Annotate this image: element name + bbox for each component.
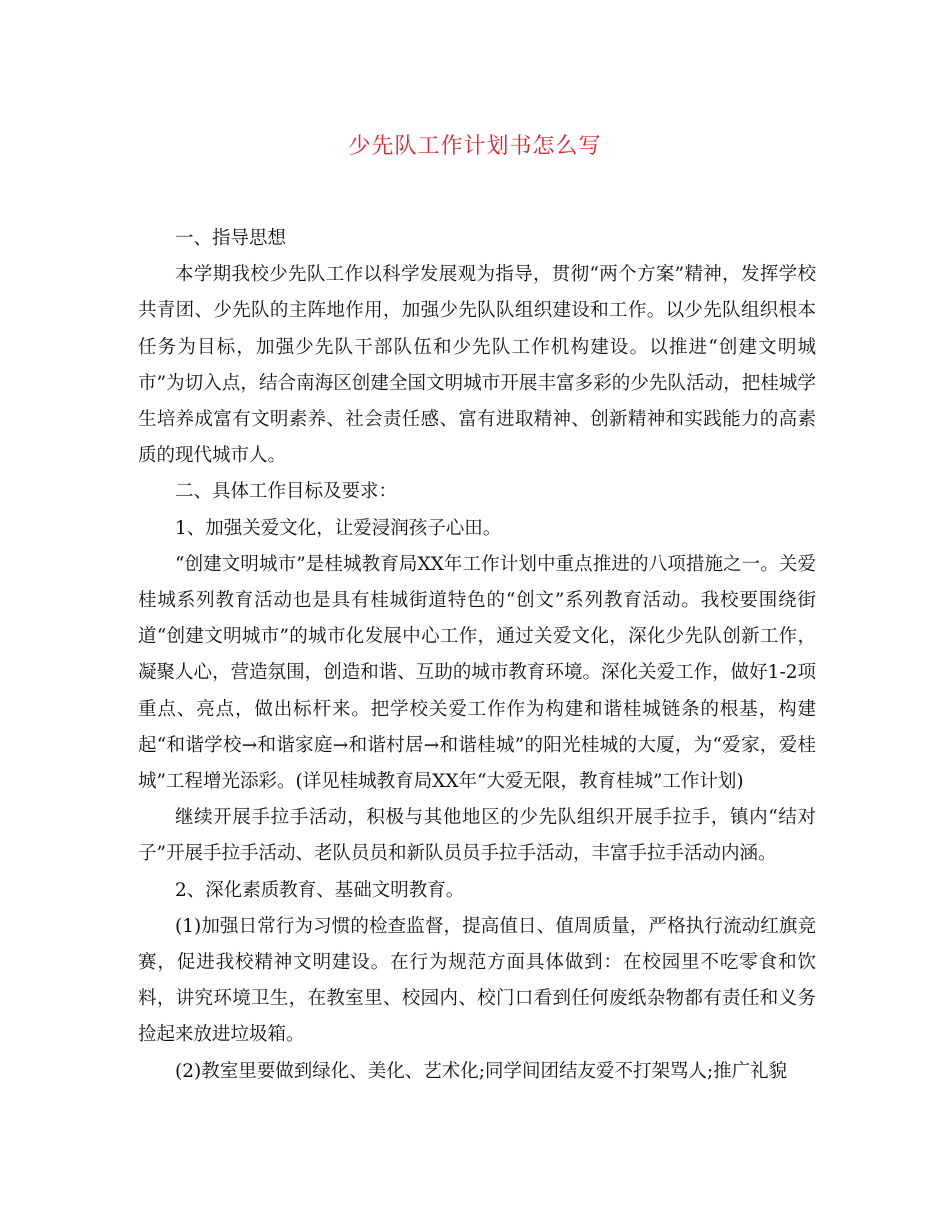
paragraph-item-2: (2)教室里要做到绿化、美化、艺术化;同学间团结友爱不打架骂人;推广礼貌 — [175, 1060, 788, 1082]
paragraph-civilized-city: “创建文明城市”是桂城教育局XX年工作计划中重点推进的八项措施之一。关爱桂城系列教育活动也是具有桂城街道特色的“创文”系列教育活动。我校要围绕街道“创建文明城市”的城市化发展中心工作，通过关爱文化，深化少先队创新工作，凝聚人心，营造氛围，创造和谐、互助的城市教育环境。深化关爱工作，做好1-2项重点、亮点，做出标杆来。把学校关爱工作作为构建和谐桂城链条的根基，构建起“和谐学校→和谐家庭→和谐村居→和谐桂城”的阳光桂城的大厦，为“爱家，爱桂城”工程增光添彩。(详见桂城教育局XX年“大爱无限，教育桂城”工作计划) — [138, 553, 816, 793]
paragraph-hand-in-hand: 继续开展手拉手活动，积极与其他地区的少先队组织开展手拉手，镇内“结对子”开展手拉手活动、老队员员和新队员员手拉手活动，丰富手拉手活动内涵。 — [138, 807, 816, 865]
paragraph-guiding-ideology: 本学期我校少先队工作以科学发展观为指导，贯彻“两个方案”精神，发挥学校共青团、少先队的主阵地作用，加强少先队队组织建设和工作。以少先队组织根本任务为目标，加强少先队干部队伍和少先队工作机构建设。以推进“创建文明城市”为切入点，结合南海区创建全国文明城市开展丰富多彩的少先队活动，把桂城学生培养成富有文明素养、社会责任感、富有进取精神、创新精神和实践能力的高素质的现代城市人。 — [138, 264, 816, 467]
heading-specific-goals: 二、具体工作目标及要求： — [175, 481, 398, 503]
document-body — [138, 221, 816, 1090]
subheading-quality-education: 2、深化素质教育、基础文明教育。 — [175, 879, 465, 901]
heading-guiding-ideology: 一、指导思想 — [175, 228, 287, 249]
paragraph-item-1: (1)加强日常行为习惯的检查监督，提高值日、值周质量，严格执行流动红旗竞赛，促进我校精神文明建设。在行为规范方面具体做到：在校园里不吃零食和饮料，讲究环境卫生，在教室里、校园内、校门口看到任何废纸杂物都有责任和义务捡起来放进垃圾箱。 — [138, 915, 816, 1046]
subheading-care-culture: 1、加强关爱文化，让爱浸润孩子心田。 — [175, 517, 502, 539]
document-title: 少先队工作计划书怎么写 — [348, 134, 602, 159]
